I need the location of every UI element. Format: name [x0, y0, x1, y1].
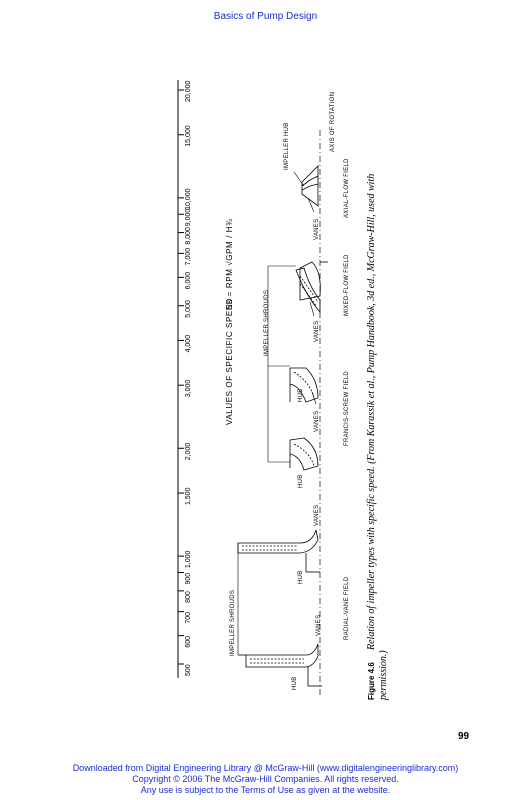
hub-label-radial-2: HUB	[292, 676, 298, 690]
mixed-flow-impeller	[296, 262, 328, 312]
axis-title: VALUES OF SPECIFIC SPEED	[225, 297, 234, 425]
axis-tick-label: 800	[185, 591, 192, 603]
running-head: Basics of Pump Design	[213, 11, 318, 22]
impeller-shrouds-label-2: IMPELLER SHROUDS	[264, 289, 270, 356]
vanes-label-axial: VANES	[314, 218, 320, 240]
figure-caption	[367, 662, 376, 700]
radial-impeller-2	[238, 644, 322, 686]
page-number: 99	[458, 731, 470, 742]
axis-tick-label: 4,000	[185, 334, 192, 353]
footer-download-line[interactable]: Downloaded from Digital Engineering Library @ McGraw-Hill (www.digitalengineeringlibrary.com)	[72, 763, 459, 773]
footer-copyright-line: Copyright © 2006 The McGraw-Hill Companies. All rights reserved.	[132, 774, 399, 784]
field-axial: AXIAL-FLOW FIELD	[344, 158, 350, 218]
radial-impeller-1	[238, 530, 320, 572]
axis-tick-label: 2,000	[185, 442, 192, 461]
axis-tick-label: 7,000	[185, 247, 192, 266]
vanes-label-mixed: VANES	[314, 320, 320, 342]
hub-label-francis-1: HUB	[298, 388, 304, 402]
impeller-hub-label: IMPELLER HUB	[284, 122, 290, 170]
francis-impeller-2	[290, 438, 318, 470]
axis-tick-label: 600	[185, 635, 192, 648]
shroud-leaders-2	[268, 266, 296, 462]
axis-tick-label: 500	[185, 664, 192, 676]
caption-label: Figure 4.6	[367, 662, 376, 700]
figure-caption-text-2: permission.)	[378, 650, 389, 700]
axis-tick-label: 900	[185, 572, 192, 585]
axis-tick-label: 20,000	[185, 80, 192, 102]
axis-tick-label: 8,000	[185, 227, 192, 245]
axis-tick-label: 3,000	[185, 379, 192, 398]
footer	[0, 763, 531, 796]
axis-tick-label: 6,000	[185, 271, 192, 290]
axis-tick-label: 15,000	[185, 125, 192, 147]
axis-tick-label: 10,000	[185, 188, 192, 210]
axis-tick-label: 5,000	[185, 300, 192, 318]
axis-ticks	[178, 80, 192, 676]
field-francis: FRANCIS-SCREW FIELD	[344, 370, 350, 446]
axis-tick-label: 1,000	[185, 550, 192, 569]
axis-tick-label: 9,000	[185, 208, 192, 227]
hub-label-radial-1: HUB	[298, 570, 304, 584]
impeller-shrouds-label-1: IMPELLER SHROUDS	[230, 589, 236, 656]
field-radial: RADIAL-VANE FIELD	[344, 576, 350, 640]
figure-caption-text-1: Relation of impeller types with specific speed. (From Karassik et al., Pump Handbook, 3d ed., McGraw-Hill, used with	[366, 173, 377, 650]
axis-of-rotation-label: AXIS OF ROTATION	[330, 91, 336, 152]
vanes-label-radial-1: VANES	[314, 504, 320, 526]
footer-terms-line: Any use is subject to the Terms of Use as given at the website.	[140, 785, 391, 795]
specific-speed-formula: Ns = RPM √GPM / H¾	[225, 218, 234, 310]
axial-flow-impeller	[302, 166, 318, 206]
axis-tick-label: 700	[185, 611, 192, 624]
field-mixed: MIXED-FLOW FIELD	[344, 254, 350, 316]
hub-label-francis-2: HUB	[298, 474, 304, 488]
axis-tick-label: 1,500	[185, 487, 192, 506]
vanes-label-francis-1: VANES	[314, 410, 320, 432]
vanes-label-radial-2: VANES	[316, 614, 322, 636]
